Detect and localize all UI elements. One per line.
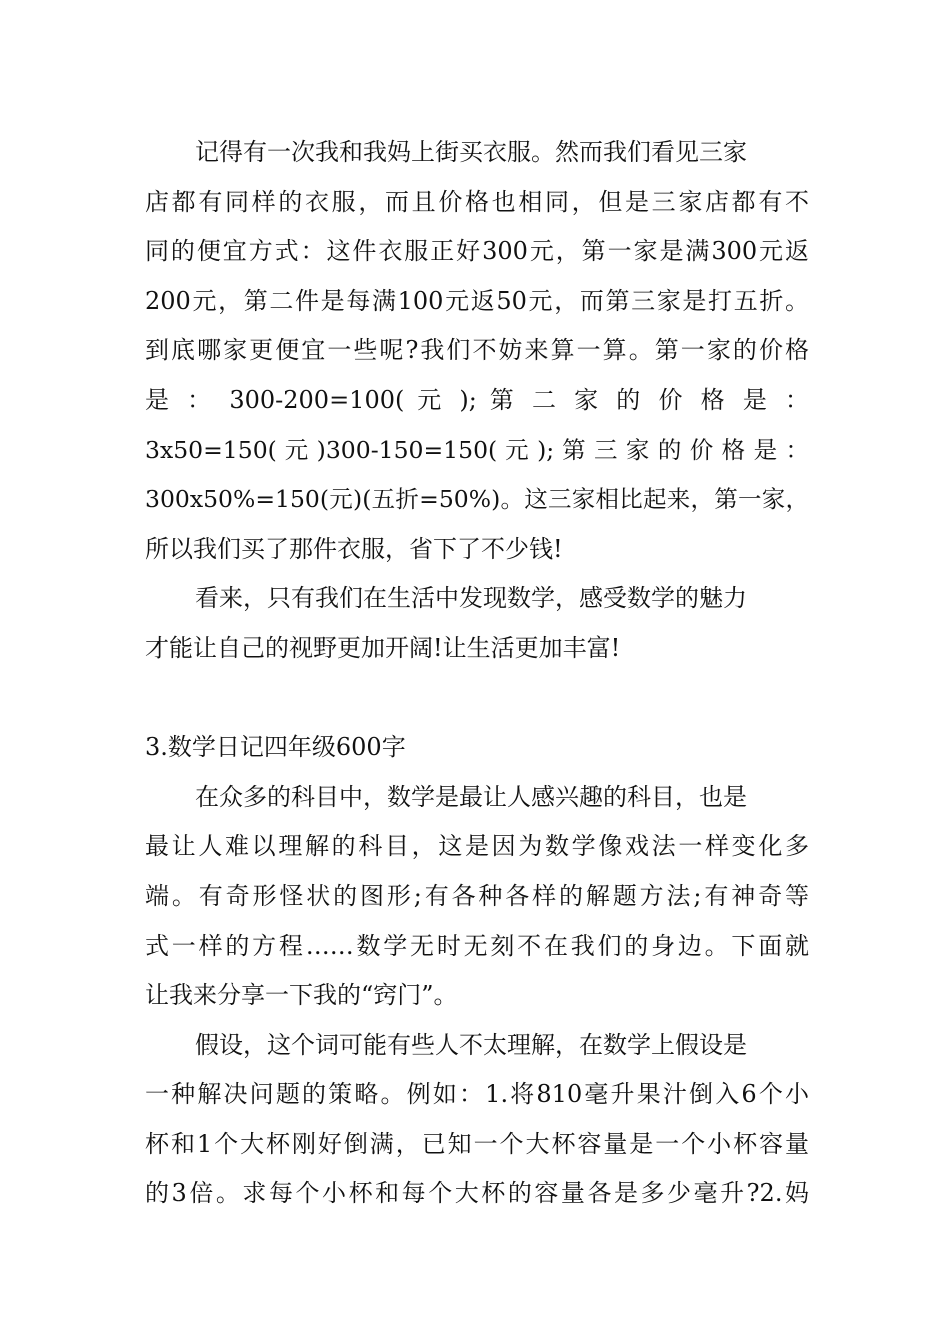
- paragraph-assumption: [145, 1021, 809, 1219]
- text-line: 到底哪家更便宜一些呢?我们不妨来算一算。第一家的价格: [145, 336, 809, 365]
- text-line: 所以我们买了那件衣服，省下了不少钱!: [145, 534, 563, 563]
- paragraph-intro: [145, 773, 809, 1021]
- text-line: 在众多的科目中，数学是最让人感兴趣的科目，也是: [195, 782, 747, 811]
- section-heading: 3.数学日记四年级600字: [145, 733, 406, 762]
- text-line: 一种解决问题的策略。例如：1.将810毫升果汁倒入6个小: [145, 1080, 809, 1109]
- text-line: 记得有一次我和我妈上街买衣服。然而我们看见三家: [195, 138, 747, 166]
- text-line: 300x50%=150(元)(五折=50%)。这三家相比起来，第一家，: [145, 485, 809, 514]
- text-line: 3x50=150( 元 )300-150=150( 元 ); 第 三 家 的 价 格 是 ：: [145, 435, 809, 464]
- text-line: 同的便宜方式：这件衣服正好300元，第一家是满300元返: [145, 237, 809, 266]
- text-line: 假设，这个词可能有些人不太理解，在数学上假设是: [195, 1030, 747, 1059]
- document-page: [145, 128, 809, 1219]
- text-line: 看来，只有我们在生活中发现数学，感受数学的魅力: [195, 584, 747, 613]
- text-line: 端。有奇形怪状的图形;有各种各样的解题方法;有神奇等: [145, 881, 809, 910]
- text-line: 店都有同样的衣服，而且价格也相同，但是三家店都有不: [145, 187, 809, 216]
- section-spacer: [145, 674, 809, 724]
- text-line: 最让人难以理解的科目，这是因为数学像戏法一样变化多: [145, 832, 809, 861]
- text-line: 式一样的方程……数学无时无刻不在我们的身边。下面就: [145, 931, 809, 960]
- text-line: 让我来分享一下我的“窍门”。: [145, 981, 458, 1010]
- text-line: 200元，第二件是每满100元返50元，而第三家是打五折。: [145, 286, 809, 315]
- paragraph-shopping: [145, 128, 809, 574]
- text-line: 的3倍。求每个小杯和每个大杯的容量各是多少毫升?2.妈: [145, 1179, 809, 1208]
- text-line: 才能让自己的视野更加开阔!让生活更加丰富!: [145, 633, 621, 662]
- text-line: 杯和1个大杯刚好倒满，已知一个大杯容量是一个小杯容量: [145, 1129, 809, 1158]
- paragraph-conclusion: [145, 574, 809, 673]
- text-line: 是 ： 300-200=100( 元 ); 第 二 家 的 价 格 是 ：: [145, 385, 809, 414]
